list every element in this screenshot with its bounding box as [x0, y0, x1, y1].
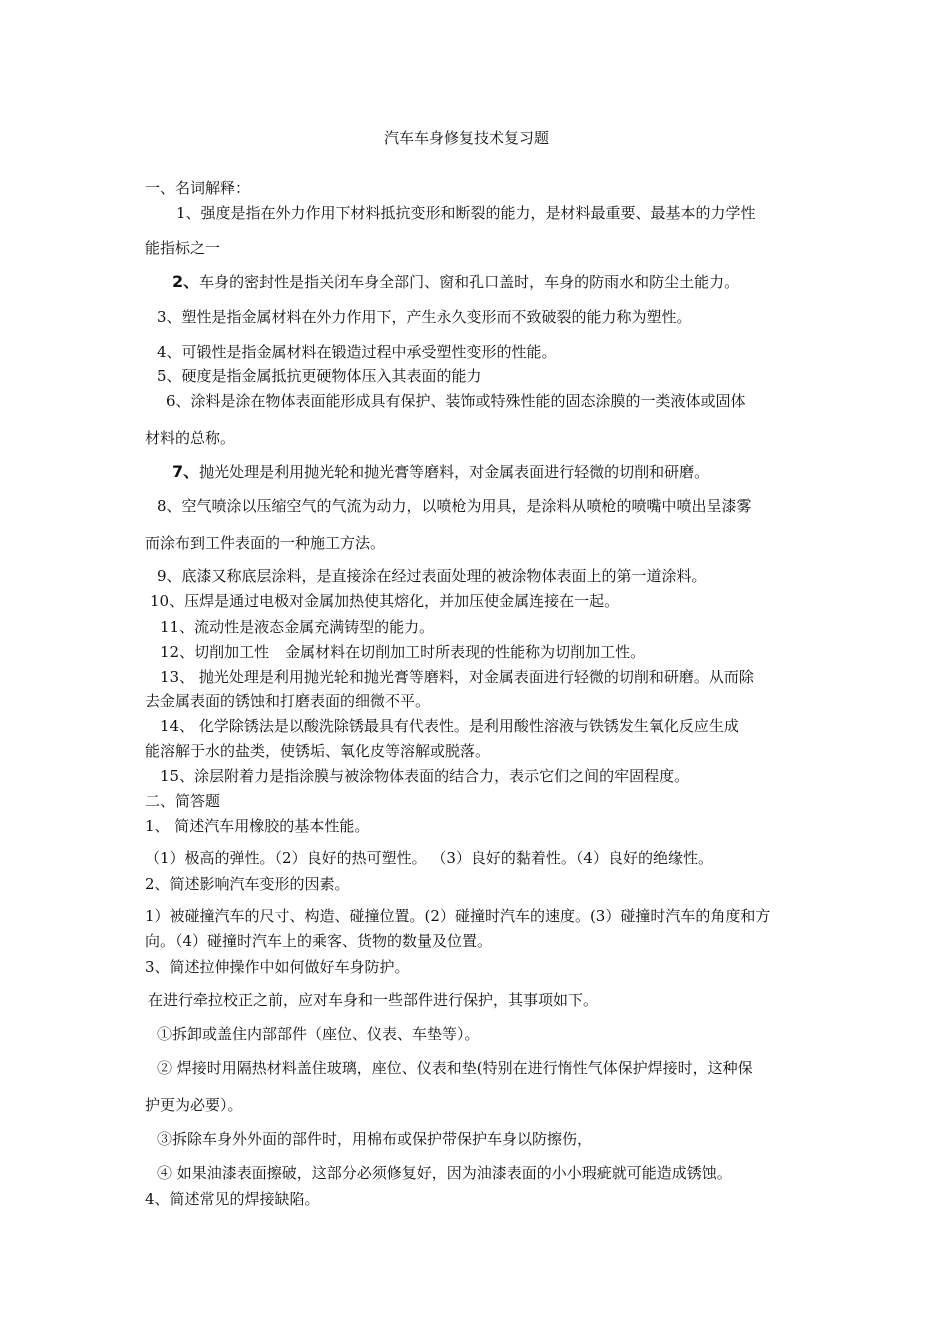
item-13-line-2: 去金属表面的锈蚀和打磨表面的细微不平。 [145, 692, 431, 710]
answer-1: （1）极高的弹性。（2）良好的热可塑性。 （3）良好的黏着性。（4）良好的绝缘性。 [145, 849, 713, 867]
answer-2-line-2: 向。（4）碰撞时汽车上的乘客、货物的数量及位置。 [145, 932, 493, 950]
item-6-line-2: 材料的总称。 [145, 429, 236, 447]
answer-3-point-1: ①拆卸或盖住内部部件（座位、仪表、车垫等）。 [157, 1025, 480, 1043]
item-7 [172, 462, 709, 482]
answer-3-point-4: ④ 如果油漆表面擦破，这部分必须修复好，因为油漆表面的小小瑕疵就可能造成锈蚀。 [157, 1164, 732, 1182]
item-12 [160, 642, 645, 662]
item-14-line-2: 能溶解于水的盐类，使锈垢、氧化皮等溶解或脱落。 [145, 742, 491, 760]
question-1: 1、 简述汽车用橡胶的基本性能。 [145, 817, 370, 835]
item-13-line-1: 13、 抛光处理是利用抛光轮和抛光膏等磨料，对金属表面进行轻微的切削和研磨。从而除 [160, 668, 754, 686]
item-1-line-2: 能指标之一 [145, 239, 221, 257]
answer-3-intro: 在进行牵拉校正之前，应对车身和一些部件进行保护，其事项如下。 [148, 991, 599, 1009]
page-title: 汽车车身修复技术复习题 [384, 129, 550, 147]
section-2-heading: 二、简答题 [145, 792, 221, 810]
item-8-line-1: 8、空气喷涂以压缩空气的气流为动力，以喷枪为用具，是涂料从喷枪的喷嘴中喷出呈漆雾 [157, 497, 752, 515]
question-2: 2、简述影响汽车变形的因素。 [145, 875, 350, 893]
item-12-label: 12、切削加工性 [160, 643, 270, 661]
item-7-number: 7、 [172, 462, 200, 481]
item-14-line-1: 14、 化学除锈法是以酸洗除锈最具有代表性。是利用酸性溶液与铁锈发生氧化反应生成 [160, 717, 739, 735]
item-10: 10、压焊是通过电极对金属加热使其熔化，并加压使金属连接在一起。 [150, 592, 620, 610]
item-12-text: 金属材料在切削加工时所表现的性能称为切削加工性。 [285, 643, 646, 661]
item-3: 3、塑性是指金属材料在外力作用下，产生永久变形而不致破裂的能力称为塑性。 [157, 308, 692, 326]
item-2-number: 2、 [172, 272, 200, 291]
section-1-heading: 一、名词解释： [145, 179, 251, 197]
item-5: 5、硬度是指金属抵抗更硬物体压入其表面的能力 [157, 367, 482, 385]
item-6-line-1: 6、涂料是涂在物体表面能形成具有保护、装饰或特殊性能的固态涂膜的一类液体或固体 [166, 392, 746, 410]
answer-3-point-2-line-1: ② 焊接时用隔热材料盖住玻璃，座位、仪表和垫(特别在进行惰性气体保护焊接时，这种保 [157, 1059, 753, 1077]
question-4: 4、简述常见的焊接缺陷。 [145, 1190, 320, 1208]
item-2-text: 车身的密封性是指关闭车身全部门、窗和孔口盖时，车身的防雨水和防尘土能力。 [199, 273, 740, 291]
item-1-line-1: 1、强度是指在外力作用下材料抵抗变形和断裂的能力，是材料最重要、最基本的力学性 [176, 204, 756, 222]
answer-2-line-1: 1）被碰撞汽车的尺寸、构造、碰撞位置。(2）碰撞时汽车的速度。(3）碰撞时汽车的角度和方 [145, 907, 771, 925]
answer-3-point-3: ③拆除车身外外面的部件时，用棉布或保护带保护车身以防擦伤， [157, 1130, 593, 1148]
item-11: 11、流动性是液态金属充满铸型的能力。 [160, 618, 435, 636]
question-3: 3、简述拉伸操作中如何做好车身防护。 [145, 958, 410, 976]
item-7-text: 抛光处理是利用抛光轮和抛光膏等磨料，对金属表面进行轻微的切削和研磨。 [199, 463, 710, 481]
item-9: 9、底漆又称底层涂料，是直接涂在经过表面处理的被涂物体表面上的第一道涂料。 [157, 567, 707, 585]
item-2 [172, 272, 739, 292]
item-15: 15、涂层附着力是指涂膜与被涂物体表面的结合力，表示它们之间的牢固程度。 [160, 767, 690, 785]
item-8-line-2: 而涂布到工件表面的一种施工方法。 [145, 534, 386, 552]
item-4: 4、可锻性是指金属材料在锻造过程中承受塑性变形的性能。 [157, 343, 557, 361]
answer-3-point-2-line-2: 护更为必要）。 [145, 1096, 243, 1114]
